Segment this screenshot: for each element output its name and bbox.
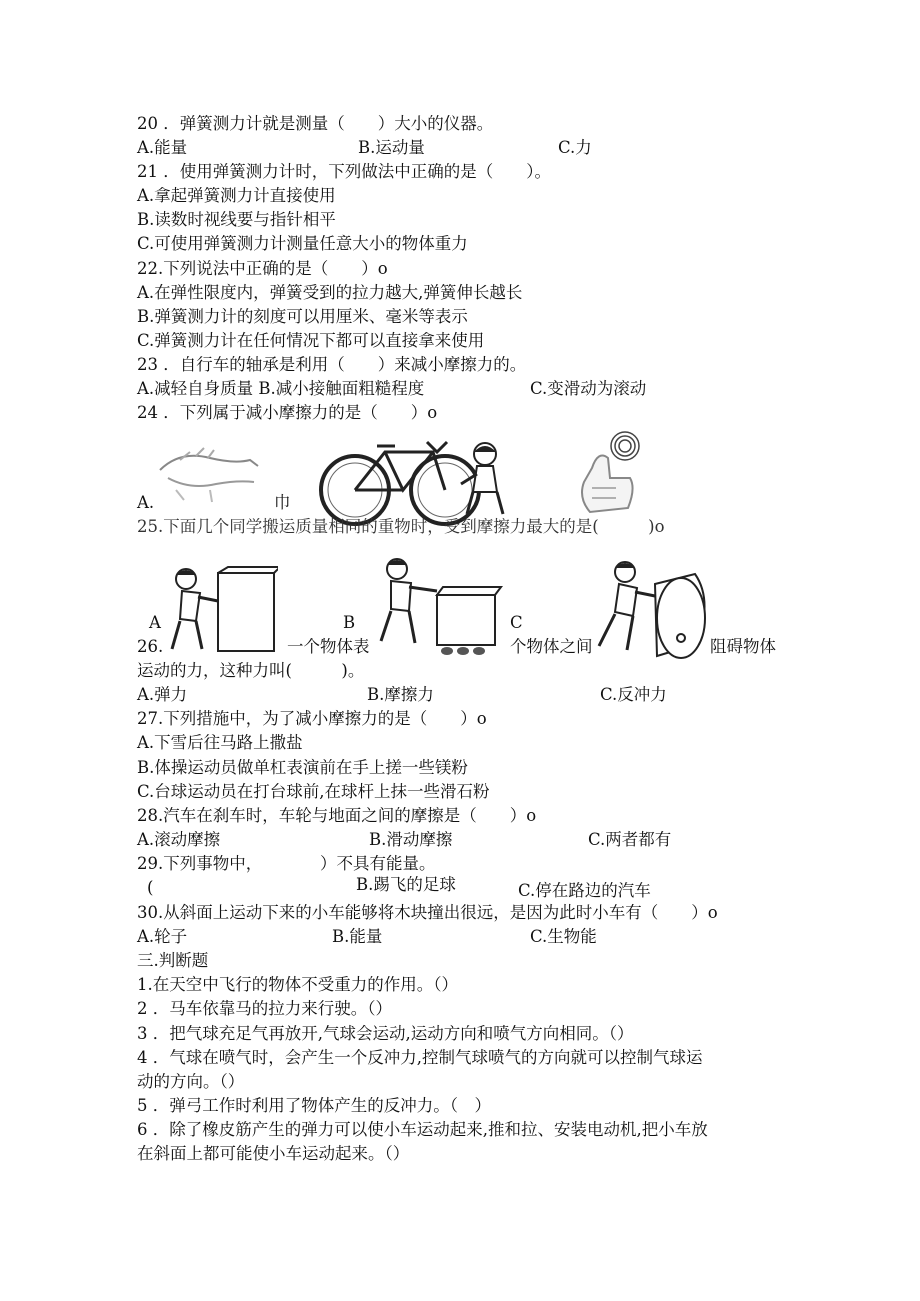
boy-pushing-box-illustration (168, 565, 278, 655)
q29-option-c: C.停在路边的汽车 (518, 881, 651, 900)
boy-fixing-bike-illustration (455, 440, 515, 520)
q27-option-c: C.台球运动员在打台球前,在球杆上抹一些滑石粉 (137, 782, 490, 801)
q22-option-b: B.弹簧测力计的刻度可以用厘米、毫米等表示 (137, 307, 468, 326)
q27-option-b: B.体操运动员做单杠表演前在手上搓一些镁粉 (137, 758, 468, 777)
q26-text-fragment-1: 一个物体表 (287, 637, 370, 656)
tf-question-6-continued: 在斜面上都可能使小车运动起来。（） (137, 1144, 410, 1163)
boy-rolling-cylinder-illustration (585, 560, 715, 660)
q24-option-b-fragment: 巾 (274, 493, 291, 512)
question-20: 20 ．弹簧测力计就是测量（ ）大小的仪器。 (137, 114, 494, 133)
tf-question-4: 4 ．气球在喷气时，会产生一个反冲力,控制气球喷气的方向就可以控制气球运 (137, 1048, 703, 1067)
q30-option-c: C.生物能 (530, 927, 597, 946)
question-26-continued: 运动的力，这种力叫( )。 (137, 661, 365, 680)
q24-option-a: A. (137, 493, 155, 512)
q29-option-a-fragment: ( (147, 878, 154, 897)
question-24: 24 ．下列属于减小摩擦力的是（ ）o (137, 403, 438, 422)
q27-option-a: A.下雪后往马路上撒盐 (137, 733, 303, 752)
q21-option-c: C.可使用弹簧测力计测量任意大小的物体重力 (137, 234, 468, 253)
section-heading-true-false: 三.判断题 (137, 951, 209, 970)
question-29: 29.下列事物中， ）不具有能量。 (137, 854, 436, 873)
boy-pushing-box-on-rollers-illustration (375, 555, 505, 660)
question-22: 22.下列说法中正确的是（ ）o (137, 259, 388, 278)
q28-option-a: A.滚动摩擦 (137, 830, 221, 849)
question-30: 30.从斜面上运动下来的小车能够将木块撞出很远，是因为此时小车有（ ）o (137, 903, 718, 922)
q30-option-b: B.能量 (332, 927, 383, 946)
tf-question-1: 1.在天空中飞行的物体不受重力的作用。（） (137, 975, 458, 994)
question-26-number: 26. (137, 637, 164, 656)
thumb-fingerprint-illustration (570, 428, 650, 518)
q25-option-a: A (149, 613, 161, 632)
question-21: 21 ．使用弹簧测力计时，下列做法中正确的是（ ）。 (137, 162, 551, 181)
q26-option-b: B.摩擦力 (367, 685, 434, 704)
q26-text-fragment-3: 阻碍物体 (710, 637, 776, 656)
hands-illustration (150, 430, 270, 510)
question-25: 25.下面几个同学搬运质量相同的重物时，受到摩擦力最大的是( )o (137, 517, 665, 536)
q30-option-a: A.轮子 (137, 927, 188, 946)
q26-text-fragment-2: 个物体之间 (510, 637, 593, 656)
q21-option-b: B.读数时视线要与指针相平 (137, 210, 336, 229)
q20-option-a: A.能量 (137, 138, 188, 157)
q28-option-b: B.滑动摩擦 (369, 830, 453, 849)
q25-option-b: B (343, 613, 356, 632)
q26-option-a: A.弹力 (137, 685, 188, 704)
q23-option-c: C.变滑动为滚动 (530, 379, 647, 398)
tf-question-5: 5 ．弹弓工作时利用了物体产生的反冲力。（ ） (137, 1096, 491, 1115)
q23-option-ab: A.减轻自身质量 B.减小接触面粗糙程度 (137, 379, 425, 398)
q22-option-a: A.在弹性限度内，弹簧受到的拉力越大,弹簧伸长越长 (137, 283, 523, 302)
q20-option-c: C.力 (558, 138, 592, 157)
q25-option-c: C (510, 613, 523, 632)
tf-question-2: 2 ．马车依靠马的拉力来行驶。（） (137, 999, 392, 1018)
q22-option-c: C.弹簧测力计在任何情况下都可以直接拿来使用 (137, 331, 485, 350)
q28-option-c: C.两者都有 (588, 830, 672, 849)
question-27: 27.下列措施中，为了减小摩擦力的是（ ）o (137, 709, 487, 728)
q20-option-b: B.运动量 (358, 138, 425, 157)
q21-option-a: A.拿起弹簧测力计直接使用 (137, 186, 336, 205)
tf-question-6: 6 ．除了橡皮筋产生的弹力可以使小车运动起来,推和拉、安装电动机,把小车放 (137, 1120, 708, 1139)
tf-question-4-continued: 动的方向。（） (137, 1072, 245, 1091)
question-23: 23 ．自行车的轴承是利用（ ）来减小摩擦力的。 (137, 355, 527, 374)
question-28: 28.汽车在刹车时，车轮与地面之间的摩擦是（ ）o (137, 806, 537, 825)
q29-option-b: B.踢飞的足球 (356, 875, 456, 894)
tf-question-3: 3 ．把气球充足气再放开,气球会运动,运动方向和喷气方向相同。（） (137, 1024, 634, 1043)
q26-option-c: C.反冲力 (600, 685, 667, 704)
